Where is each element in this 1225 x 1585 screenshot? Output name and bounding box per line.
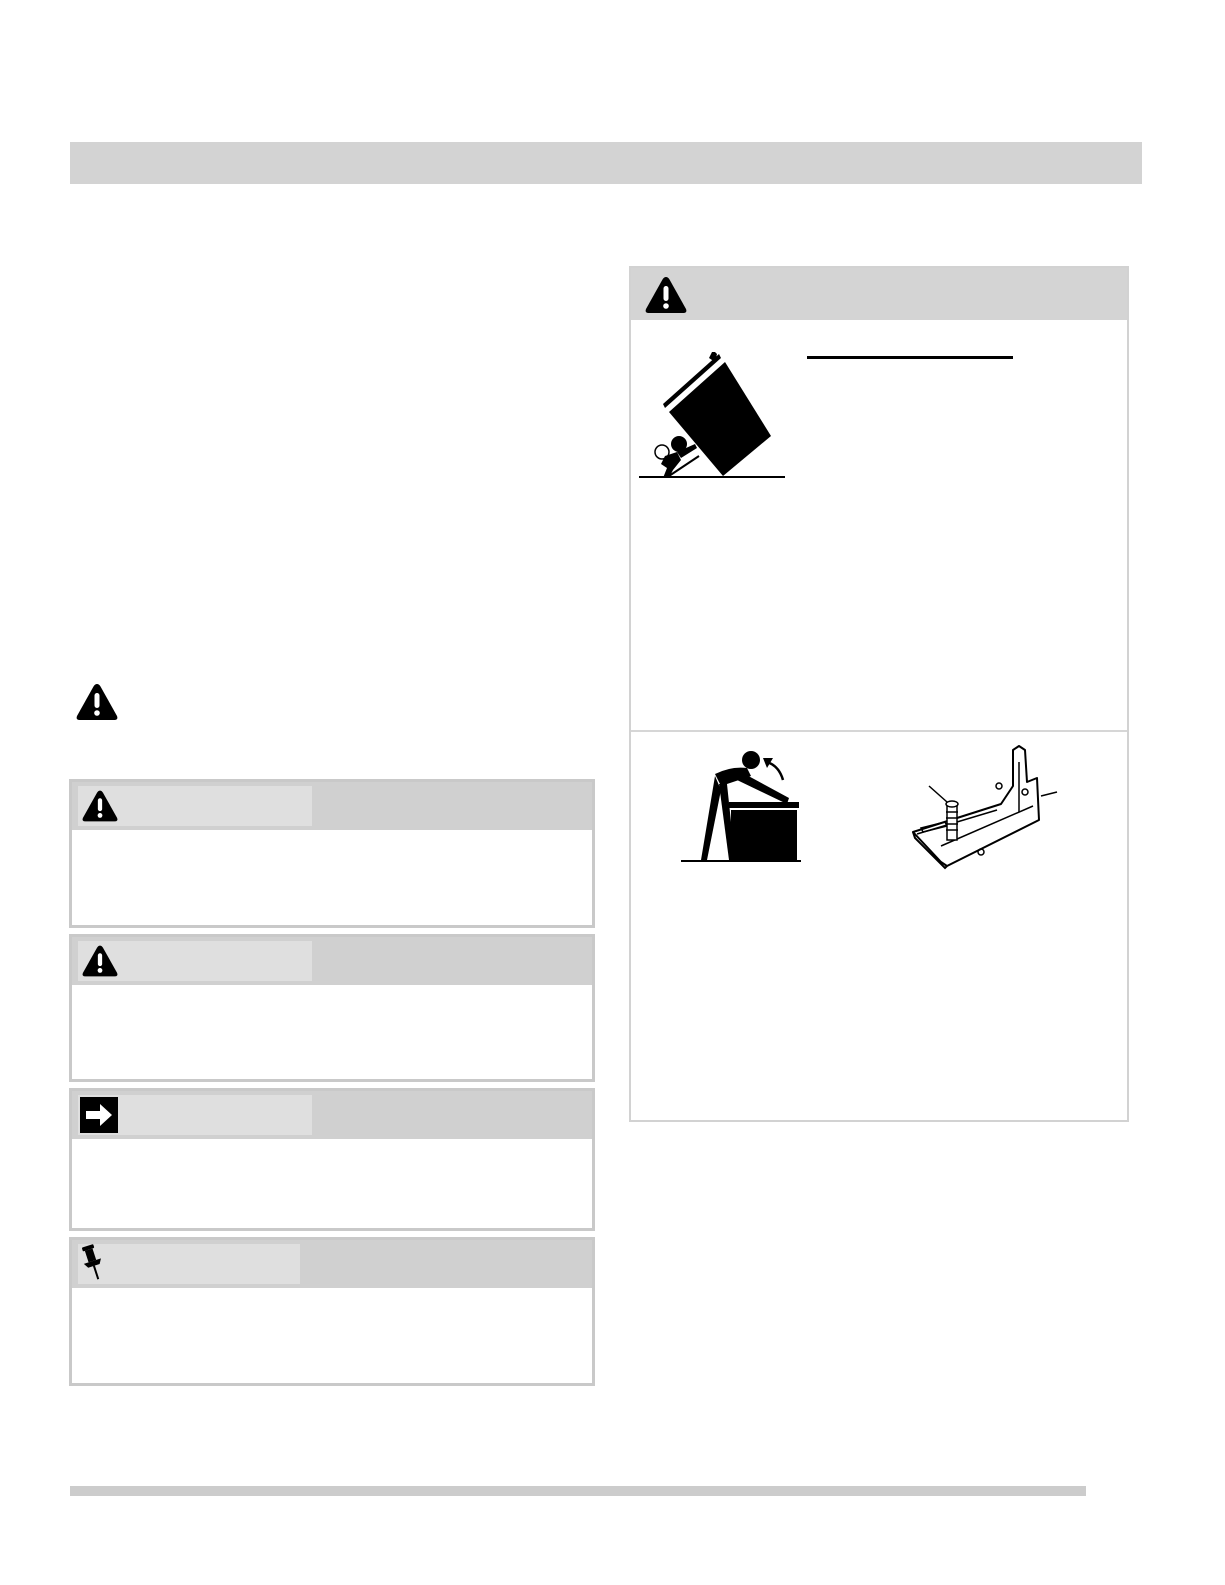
warning-symbol	[74, 681, 120, 723]
tip-over-title-underline	[807, 356, 1013, 359]
check-bracket-illustration	[681, 746, 801, 864]
footer-band	[70, 1486, 1086, 1496]
exclamation-triangle-icon	[74, 681, 120, 723]
tip-over-warning-panel	[629, 266, 1129, 1122]
anti-tip-bracket-illustration	[901, 742, 1077, 872]
pushpin-icon	[78, 1243, 118, 1279]
notice-box-header	[72, 937, 592, 985]
exclamation-triangle-icon	[80, 788, 120, 824]
notice-box-header	[72, 782, 592, 830]
exclamation-triangle-icon	[643, 274, 689, 316]
panel-divider	[631, 730, 1127, 732]
notice-box-important	[69, 1088, 595, 1231]
header-band	[70, 142, 1142, 184]
tip-over-illustration	[639, 352, 785, 480]
notice-box-header	[72, 1240, 592, 1288]
notice-box-note	[69, 1237, 595, 1386]
warning-panel-header	[631, 268, 1127, 320]
exclamation-triangle-icon	[80, 943, 120, 979]
notice-box-caution	[69, 934, 595, 1082]
notice-box-header	[72, 1091, 592, 1139]
notice-box-warning	[69, 779, 595, 928]
right-arrow-icon	[80, 1097, 120, 1133]
